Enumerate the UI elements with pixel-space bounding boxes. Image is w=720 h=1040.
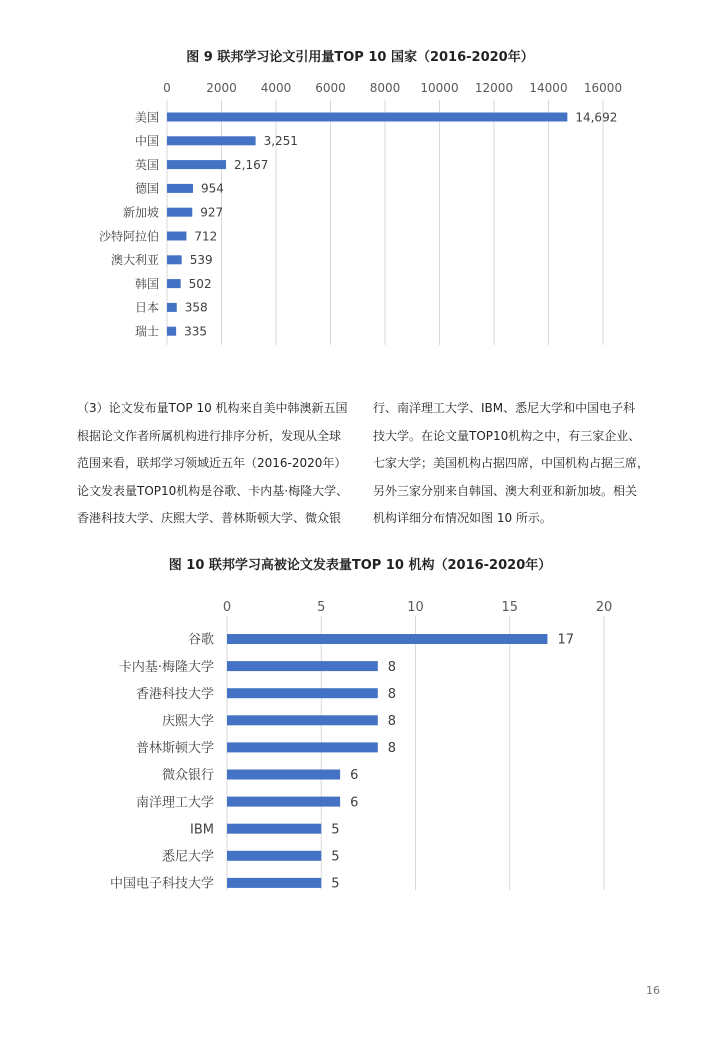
x-tick-label: 4000	[260, 81, 292, 95]
bar	[167, 303, 177, 312]
category-label: 韩国	[134, 276, 159, 291]
data-label: 539	[189, 253, 213, 268]
bar	[167, 160, 226, 169]
category-label: 南洋理工大学	[135, 795, 214, 811]
category-label: 沙特阿拉伯	[98, 229, 159, 244]
bar	[227, 715, 378, 725]
category-label: 英国	[134, 157, 159, 172]
x-tick-label: 2000	[206, 81, 237, 95]
data-label: 358	[184, 300, 208, 315]
data-label: 6	[350, 768, 359, 784]
paragraph-line: 论文发表量TOP10机构是谷歌、卡内基·梅隆大学、	[77, 483, 349, 498]
bar	[227, 878, 321, 888]
data-label: 6	[350, 795, 359, 811]
paragraph-line: 香港科技大学、庆熙大学、普林斯顿大学、微众银	[77, 511, 342, 525]
bar	[167, 136, 256, 145]
data-label: 5	[331, 876, 340, 892]
paragraph-line: 范围来看，联邦学习领域近五年（2016-2020年）	[77, 456, 347, 470]
x-tick-label: 0	[222, 600, 232, 615]
x-tick-label: 0	[163, 81, 171, 95]
data-label: 335	[184, 324, 208, 339]
data-label: 2,167	[234, 157, 269, 172]
data-label: 5	[331, 822, 340, 838]
bar	[227, 797, 340, 807]
page-number: 16	[646, 984, 660, 997]
paragraph-right-column	[373, 395, 658, 533]
x-tick-label: 16000	[583, 81, 623, 95]
data-label: 8	[387, 741, 397, 757]
data-label: 14,692	[575, 110, 618, 125]
category-label: 微众银行	[161, 768, 214, 784]
figure-10-chart	[0, 590, 720, 900]
data-label: 3,251	[263, 134, 298, 149]
x-tick-label: 5	[317, 600, 326, 615]
figure-9-chart	[0, 72, 720, 352]
bar	[227, 661, 378, 671]
bar	[227, 851, 321, 861]
bar	[227, 634, 547, 644]
x-tick-label: 20	[595, 600, 613, 615]
data-label: 5	[331, 849, 340, 865]
x-tick-label: 10000	[420, 81, 459, 95]
bar	[167, 208, 192, 217]
data-label: 8	[387, 686, 397, 702]
category-label: 庆熙大学	[161, 713, 214, 729]
paragraph-line: 技大学。在论文量TOP10机构之中，有三家企业、	[373, 428, 641, 443]
bar	[167, 327, 176, 336]
category-label: IBM	[190, 822, 214, 838]
paragraph-line: 七家大学；美国机构占据四席，中国机构占据三席，	[373, 456, 650, 470]
category-label: 瑞士	[134, 324, 159, 339]
category-label: 中国电子科技大学	[109, 876, 214, 892]
bar	[167, 232, 186, 241]
paragraph-line: 行、南洋理工大学、IBM、悉尼大学和中国电子科	[373, 401, 636, 415]
data-label: 927	[200, 205, 224, 220]
data-label: 954	[200, 181, 224, 196]
figure-10-title: 图 10 联邦学习高被论文发表量TOP 10 机构（2016-2020年）	[168, 558, 552, 573]
bar	[227, 770, 340, 780]
paragraph-line: （3）论文发布量TOP 10 机构来自美中韩澳新五国	[77, 401, 348, 415]
x-tick-label: 6000	[315, 81, 346, 95]
data-label: 502	[188, 276, 212, 291]
data-label: 8	[387, 713, 397, 729]
category-label: 中国	[134, 134, 159, 149]
category-label: 美国	[134, 110, 159, 125]
category-label: 普林斯顿大学	[135, 741, 214, 757]
category-label: 日本	[134, 300, 159, 315]
category-label: 谷歌	[187, 632, 214, 648]
paragraph-line: 根据论文作者所属机构进行排序分析，发现从全球	[77, 428, 342, 443]
x-tick-label: 12000	[474, 81, 514, 95]
category-label: 澳大利亚	[110, 253, 159, 268]
bar	[167, 279, 181, 288]
category-label: 德国	[134, 181, 159, 196]
x-tick-label: 14000	[529, 81, 568, 95]
data-label: 17	[557, 632, 574, 648]
category-label: 卡内基·梅隆大学	[118, 659, 214, 675]
bar	[227, 742, 378, 752]
paragraph-left-column	[77, 395, 362, 533]
data-label: 712	[194, 229, 218, 244]
category-label: 香港科技大学	[135, 686, 214, 702]
data-label: 8	[387, 659, 397, 675]
bar	[167, 255, 182, 264]
x-tick-label: 15	[501, 600, 519, 615]
bar	[167, 113, 567, 122]
figure-9-title: 图 9 联邦学习论文引用量TOP 10 国家（2016-2020年）	[186, 50, 534, 65]
x-tick-label: 8000	[369, 81, 401, 95]
bar	[227, 824, 321, 834]
category-label: 悉尼大学	[161, 849, 214, 865]
bar	[167, 184, 193, 193]
bar	[227, 688, 378, 698]
category-label: 新加坡	[122, 205, 159, 220]
x-tick-label: 10	[407, 600, 424, 615]
paragraph-line: 另外三家分别来自韩国、澳大利亚和新加坡。相关	[373, 483, 638, 498]
paragraph-line: 机构详细分布情况如图 10 所示。	[373, 511, 552, 525]
